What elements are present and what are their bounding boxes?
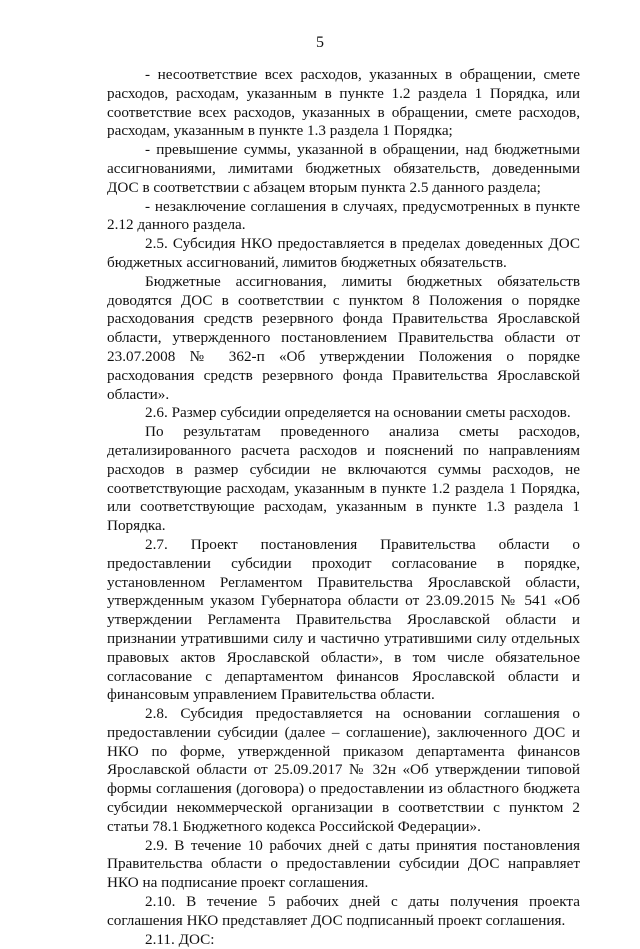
paragraph-2-10: 2.10. В течение 5 рабочих дней с даты получения проекта соглашения НКО представляет ДОС подписанный проект соглашения.: [107, 893, 580, 929]
paragraph-no-agreement: - незаключение соглашения в случаях, предусмотренных в пункте 2.12 данного раздела.: [107, 197, 580, 234]
paragraph-inconsistency: - несоответствие всех расходов, указанных в обращении, смете расходов, расходам, указанным в пункте 1.2 раздела 1 Порядка, или соответствие всех расходов, указанных в обращении, смете расходов, расходам, указанным в пункте 1.3 раздела 1 Порядка;: [107, 66, 580, 140]
paragraph-2-9: 2.9. В течение 10 рабочих дней с даты принятия постановления Правительства области о предоставлении субсидии ДОС направляет НКО на подписание проект соглашения.: [107, 836, 580, 892]
paragraph-2-7: 2.7. Проект постановления Правительства области о предоставлении субсидии проходит согласование в порядке, установленном Регламентом Правительства Ярославской области, утвержденным указом Губернатора области от 23.09.2015 № 541 «Об утверждении Регламента Правительства Ярославской области и признании утратившими силу и частично утратившими силу отдельных правовых актов Ярославской области», в том числе обязательное согласование с департаментом финансов Ярославской области и финансовым управлением Правительства области.: [107, 535, 580, 704]
paragraph-2-5: 2.5. Субсидия НКО предоставляется в пределах доведенных ДОС бюджетных ассигнований, лимитов бюджетных обязательств.: [107, 235, 580, 271]
paragraph-analysis-results: По результатам проведенного анализа сметы расходов, детализированного расчета расходов и пояснений по направлениям расходов в размер субсидии не включаются суммы расходов, не соответствующие расходам, указанным в пункте 1.2 раздела 1 Порядка, или соответствующие расходам, указанным в пункте 1.3 раздела 1 Порядка.: [107, 423, 580, 535]
paragraph-2-11: 2.11. ДОС:: [145, 930, 215, 948]
page-number: 5: [316, 34, 324, 51]
paragraph-budget-allocations: Бюджетные ассигнования, лимиты бюджетных обязательств доводятся ДОС в соответствии с пунктом 8 Положения о порядке расходования средств резервного фонда Правительства Ярославской области, утвержденного постановлением Правительства области от 23.07.2008 № 362-п «Об утверждении Положения о порядке расходования средств резервного фонда Правительства Ярославской области».: [107, 272, 580, 403]
document-body: [107, 66, 580, 949]
paragraph-2-6: 2.6. Размер субсидии определяется на основании сметы расходов.: [145, 404, 571, 422]
paragraph-excess-amount: - превышение суммы, указанной в обращении, над бюджетными ассигнованиями, лимитами бюджетных обязательств, доведенными ДОС в соответствии с абзацем вторым пункта 2.5 данного раздела;: [107, 141, 580, 196]
paragraph-2-8: 2.8. Субсидия предоставляется на основании соглашения о предоставлении субсидии (далее – соглашение), заключенного ДОС и НКО по форме, утвержденной приказом департамента финансов Ярославской области от 25.09.2017 № 32н «Об утверждении типовой формы соглашения (договора) о предоставлении из областного бюджета субсидии некоммерческой организации в соответствии с пунктом 2 статьи 78.1 Бюджетного кодекса Российской Федерации».: [107, 705, 580, 835]
